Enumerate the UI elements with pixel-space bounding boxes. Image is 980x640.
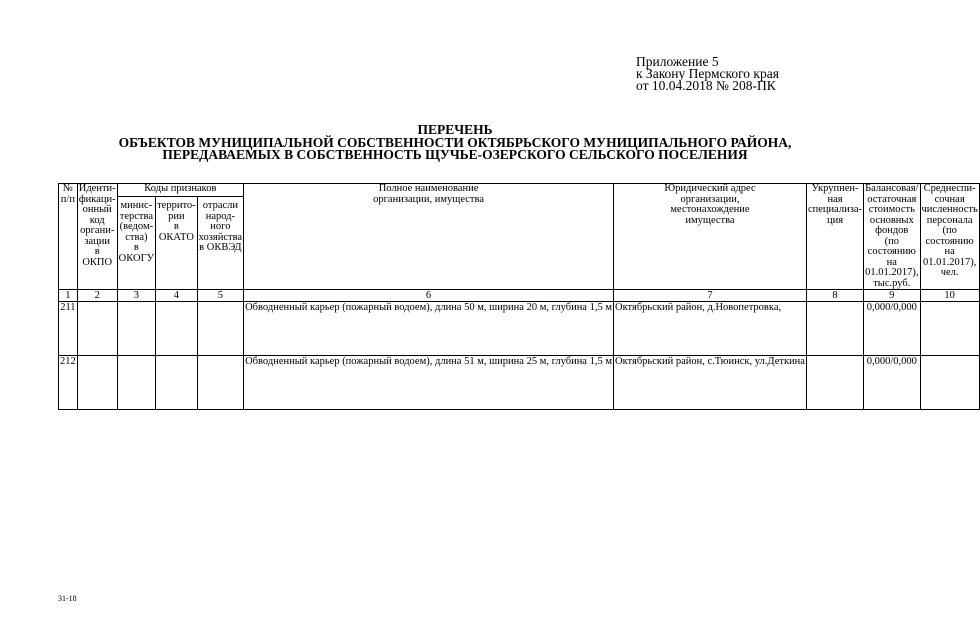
column-number: 2 bbox=[77, 290, 117, 302]
row-balance: 0,000/0,000 bbox=[864, 302, 920, 356]
row-name: Обводненный карьер (пожарный водоем), длина 51 м, ширина 25 м, глубина 1,5 м bbox=[244, 356, 614, 410]
row-num: 211 bbox=[59, 302, 78, 356]
row-okogu bbox=[117, 356, 155, 410]
column-number: 3 bbox=[117, 290, 155, 302]
title-line: ПЕРЕЧЕНЬ bbox=[417, 122, 493, 137]
row-okpo bbox=[77, 356, 117, 410]
row-okato bbox=[156, 302, 198, 356]
row-okato bbox=[156, 356, 198, 410]
row-staff bbox=[920, 356, 979, 410]
row-okogu bbox=[117, 302, 155, 356]
header-okogu: минис- терства (ведом- ства) в ОКОГУ bbox=[117, 197, 155, 290]
header-address: Юридический адрес организации, местонахождение имущества bbox=[614, 184, 807, 290]
header-num: № п/п bbox=[59, 184, 78, 290]
column-number: 7 bbox=[614, 290, 807, 302]
row-okved bbox=[197, 302, 243, 356]
appendix-note bbox=[636, 56, 779, 92]
title-line: ПЕРЕДАВАЕМЫХ В СОБСТВЕННОСТЬ ЩУЧЬЕ-ОЗЕРСКОГО СЕЛЬСКОГО ПОСЕЛЕНИЯ bbox=[162, 147, 748, 162]
header-balance: Балансовая/ остаточная стоимость основных фондов (по состоянию на 01.01.2017), тыс.руб. bbox=[865, 183, 919, 289]
row-okved bbox=[197, 356, 243, 410]
document-title bbox=[60, 124, 850, 162]
column-number: 1 bbox=[59, 290, 78, 302]
title-line: ОБЪЕКТОВ МУНИЦИПАЛЬНОЙ СОБСТВЕННОСТИ ОКТЯБРЬСКОГО МУНИЦИПАЛЬНОГО РАЙОНА, bbox=[118, 134, 792, 150]
footer-code: 31-18 bbox=[58, 594, 77, 603]
header-row bbox=[59, 184, 980, 197]
header-okato: террито- рии в ОКАТО bbox=[156, 197, 198, 290]
table-row bbox=[59, 356, 980, 410]
row-balance: 0,000/0,000 bbox=[864, 356, 920, 410]
row-name: Обводненный карьер (пожарный водоем), длина 50 м, ширина 20 м, глубина 1,5 м bbox=[244, 302, 614, 356]
column-number: 4 bbox=[156, 290, 198, 302]
column-number: 5 bbox=[197, 290, 243, 302]
header-okpo: Иденти- фикаци- онный код органи- зации в ОКПО bbox=[77, 184, 117, 290]
row-staff bbox=[920, 302, 979, 356]
header-okved: отрасли народ- ного хозяйства в ОКВЭД bbox=[197, 197, 243, 290]
header-codes-group: Коды признаков bbox=[117, 184, 243, 197]
column-number: 6 bbox=[244, 290, 614, 302]
row-num: 212 bbox=[59, 356, 78, 410]
header-name: Полное наименование организации, имущества bbox=[244, 184, 614, 290]
row-address: Октябрьский район, д.Новопетровка, bbox=[614, 302, 807, 356]
column-number: 9 bbox=[864, 290, 920, 302]
appendix-line: к Закону Пермского края bbox=[636, 66, 779, 81]
appendix-line: от 10.04.2018 № 208-ПК bbox=[636, 78, 776, 93]
column-number: 10 bbox=[920, 290, 979, 302]
header-specialization: Укрупнен- ная специализа- ция bbox=[806, 184, 863, 290]
appendix-line: Приложение 5 bbox=[636, 54, 719, 69]
table-row bbox=[59, 302, 980, 356]
row-address: Октябрьский район, с.Тюинск, ул.Деткина bbox=[614, 356, 807, 410]
row-specialization bbox=[806, 356, 863, 410]
property-table bbox=[58, 183, 980, 410]
row-okpo bbox=[77, 302, 117, 356]
header-staff: Среднеспи- сочная численность персонала (по состоянию на 01.01.2017), чел. bbox=[920, 184, 979, 290]
column-number: 8 bbox=[806, 290, 863, 302]
column-number-row bbox=[59, 290, 980, 302]
row-specialization bbox=[806, 302, 863, 356]
